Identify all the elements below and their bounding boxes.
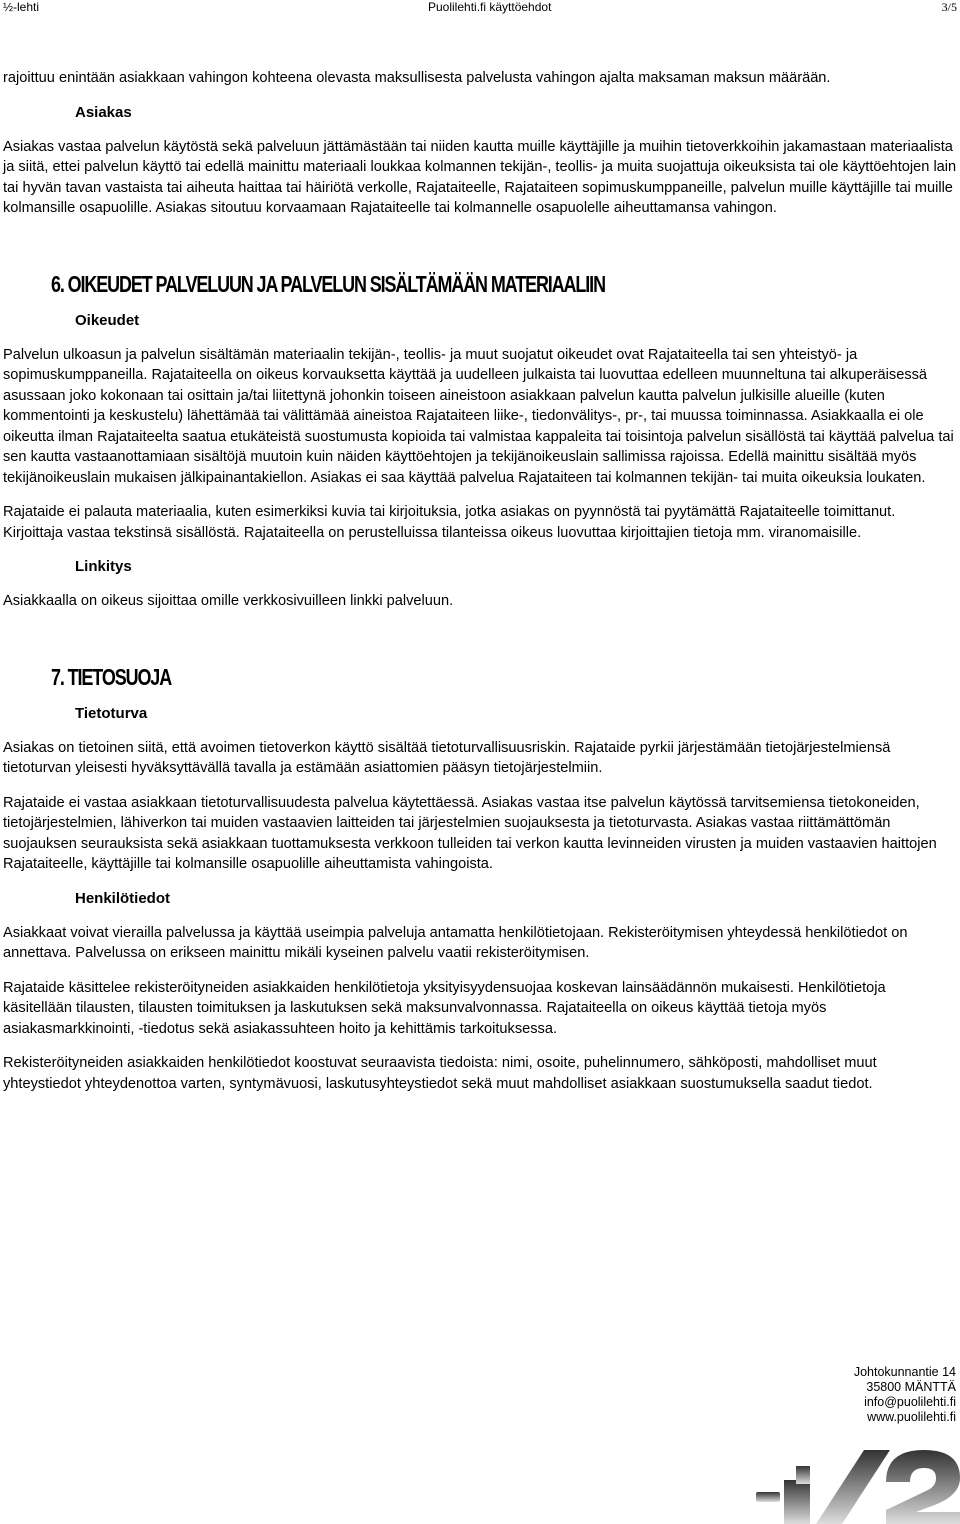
footer-street: Johtokunnantie 14 xyxy=(853,1365,956,1379)
linkitys-heading: Linkitys xyxy=(75,558,132,575)
section-6-title: 6. OIKEUDET PALVELUUN JA PALVELUN SISÄLTÄMÄÄN MATERIAALIIN xyxy=(51,270,605,297)
half-logo-icon xyxy=(756,1444,960,1524)
footer-email: info@puolilehti.fi xyxy=(864,1395,956,1409)
intro-paragraph: rajoittuu enintään asiakkaan vahingon kohteena olevasta maksullisesta palvelusta vahingon ajalta maksaman maksun määrään. xyxy=(3,70,831,86)
tietoturva-heading: Tietoturva xyxy=(75,704,148,722)
document-body xyxy=(3,68,957,1108)
header-page-number: 3/5 xyxy=(941,0,957,14)
oikeudet-paragraph-1: Palvelun ulkoasun ja palvelun sisältämän materiaalin tekijän-, teollis- ja muut suojatut oikeudet ovat Rajataiteella tai sen yhteistyö- ja sopimuskumppaneilla. Rajataiteella on oikeus korvauksetta käyttää ja uudelleen julkaista tai luovuttaa edelleen muunneltuna tai alkuperäisessä asussaan joko kokonaan tai osittain ja/tai liitettynä johonkin toiseen aineistoon asiakkaan palvelun kautta palvelun julkisille alueille (kuten kommentointi ja keskustelu) lähettämää tai välittämää aineistoa Rajataiteen liike-, tiedonvälitys-, pr-, tai muussa toiminnassa. Asiakkaalla ei ole oikeutta ilman Rajataiteelta saatua etukäteistä suostumusta kopioida tai valmistaa kappaleita tai toisintoja palvelun sisällöstä tai käyttää palvelua tai sen kautta vastaanottamiaan sisältöjä muutoin kuin näiden käyttöehtojen ja tekijänoikeuslain sallimissa rajoissa. Edellä mainittu sisältää myös tekijänoikeuslain mukaisen jälkipainantakiellon. Asiakas ei saa käyttää palvelua Rajataiteen tai kolmannen tekijän- tai muita oikeuksia loukaten. xyxy=(3,346,954,486)
tietoturva-paragraph-1: Asiakas on tietoinen siitä, että avoimen tietoverkon käyttö sisältää tietoturvallisuusriskin. Rajataide pyrkii järjestämään tietojärjestelmiensä tietoturvan yleisesti hyväksyttävällä tavalla ja estämään asiattomien pääsyn tietojärjestelmiin. xyxy=(3,739,891,776)
henkilotiedot-paragraph-1: Asiakkaat voivat vierailla palvelussa ja käyttää useimpia palveluja antamatta henkilötietojaan. Rekisteröitymisen yhteydessä henkilötiedot on annettava. Palvelussa on erikseen mainittu mikäli kyseinen palvelu vaatii rekisteröitymisen. xyxy=(3,924,908,961)
henkilotiedot-paragraph-2: Rajataide käsittelee rekisteröityneiden asiakkaiden henkilötietoja yksityisyydensuojaa koskevan lainsäädännön mukaisesti. Henkilötietoja käsitellään tilausten, tilausten toimituksen ja laskutuksen sekä maksunvalvonnassa. Rajataiteella on oikeus käyttää tietoja myös asiakasmarkkinointi, -tiedotus sekä asiakassuhteen hoito ja kehittämis tarkoituksessa. xyxy=(3,979,886,1037)
footer-address xyxy=(854,1365,956,1425)
asiakas-paragraph: Asiakas vastaa palvelun käytöstä sekä palveluun jättämästään tai niiden kautta muille käyttäjille ja muihin tietoverkkoihin jakamastaan materiaalista ja siitä, ettei palvelun käyttö tai edellä mainittu materiaali loukkaa kolmannen tekijän-, teollis- ja muita suojattuja oikeuksista tai ole käyttöehtojen lain tai hyvän tavan vastaista tai aiheuta haittaa tai häiriötä verkolle, Rajataiteelle, Rajataiteen sopimuskumppaneille, palvelun muille käyttäjille tai muille kolmansille osapuolille. Asiakas sitoutuu korvaamaan Rajataiteelle tai kolmannelle osapuolelle aiheuttamansa vahingon. xyxy=(3,138,957,216)
asiakas-heading: Asiakas xyxy=(75,103,132,121)
henkilotiedot-paragraph-3: Rekisteröityneiden asiakkaiden henkilötiedot koostuvat seuraavista tiedoista: nimi, osoite, puhelinnumero, sähköposti, mahdolliset muut yhteystiedot yhteydenottoa varten, syntymävuosi, laskutusyhteystiedot sekä muut mahdolliset asiakkaan suostumuksella saadut tiedot. xyxy=(3,1055,877,1092)
henkilotiedot-heading: Henkilötiedot xyxy=(75,889,171,907)
oikeudet-heading: Oikeudet xyxy=(75,311,140,329)
header-document-title: Puolilehti.fi käyttöehdot xyxy=(428,0,552,14)
page-header xyxy=(0,0,960,14)
oikeudet-paragraph-2: Rajataide ei palauta materiaalia, kuten esimerkiksi kuvia tai kirjoituksia, jotka asiakas on pyynnöstä tai pyytämättä Rajataiteelle toimittanut. Kirjoittaja vastaa tekstinsä sisällöstä. Rajataiteella on perustelluissa tilanteissa oikeus luovuttaa kirjoittajien tietoja mm. viranomaisille. xyxy=(3,504,896,541)
footer-website: www.puolilehti.fi xyxy=(867,1410,956,1424)
tietoturva-paragraph-2: Rajataide ei vastaa asiakkaan tietoturvallisuudesta palvelua käytettäessä. Asiakas vastaa itse palvelun käytössä tarvitsemiensa tietokoneiden, tietojärjestelmien, lähiverkon tai muiden vastaavien laitteiden tai järjestelmien suojauksesta ja tietoturvasta. Asiakas vastaa riittämättömän suojauksen seurauksista sekä asiakkaan tuottamuksesta verkkoon tulleiden tai verkon kautta levinneiden virusten ja muiden vastaavien haittojen Rajataiteelle, käyttäjille tai kolmansille osapuolille aiheuttamista vahingoista. xyxy=(3,794,937,872)
section-7-title: 7. TIETOSUOJA xyxy=(51,663,172,690)
footer-city: 35800 MÄNTTÄ xyxy=(866,1380,956,1394)
header-brand: ½-lehti xyxy=(3,0,40,14)
linkitys-paragraph: Asiakkaalla on oikeus sijoittaa omille verkkosivuilleen linkki palveluun. xyxy=(3,593,454,609)
